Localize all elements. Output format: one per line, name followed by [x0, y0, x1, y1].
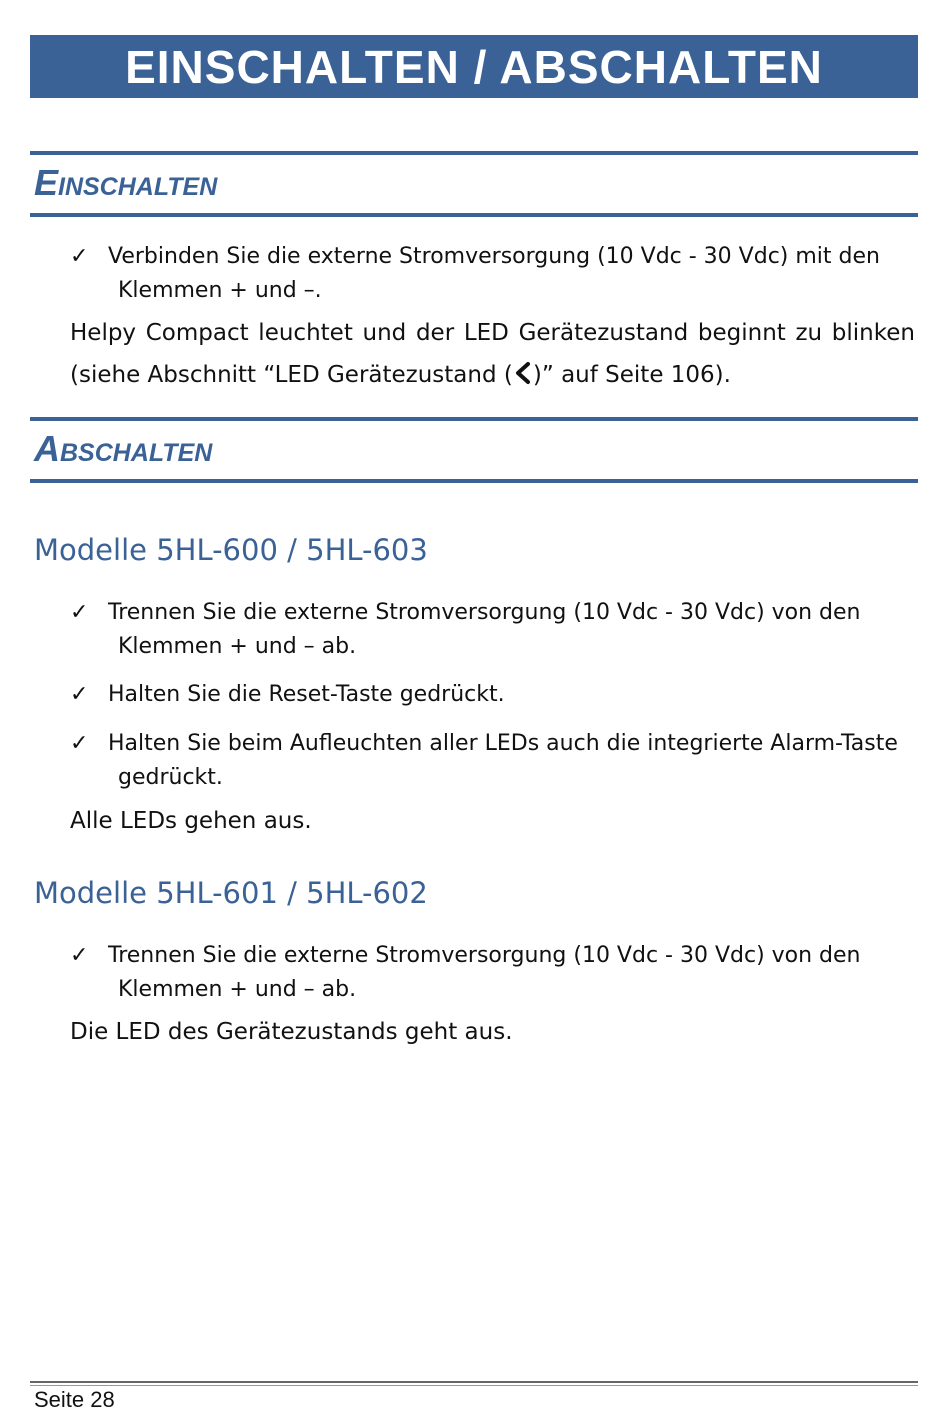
section-header-einschalten: [30, 151, 918, 217]
section-heading: Abschalten: [34, 428, 213, 469]
list-item: [70, 727, 900, 795]
footer-divider: [30, 1381, 918, 1383]
list-item: [70, 939, 900, 1007]
list-item: [70, 240, 900, 308]
page-title: EINSCHALTEN / ABSCHALTEN: [30, 35, 918, 98]
result-text: Helpy Compact leuchtet und der LED Gerätezustand beginnt zu blinken (siehe Abschnitt “LED Gerätezustand (: [70, 320, 915, 388]
subheading-model-b: Modelle 5HL-601 / 5HL-602: [34, 876, 428, 910]
step-text: Halten Sie beim Aufleuchten aller LEDs auch die integrierte Alarm-Taste: [108, 731, 898, 756]
list-item: [70, 678, 900, 712]
step-text: Trennen Sie die externe Stromversorgung (10 Vdc - 30 Vdc) von den: [108, 943, 861, 968]
step-text: Verbinden Sie die externe Stromversorgung (10 Vdc - 30 Vdc) mit den: [108, 244, 880, 269]
step-text-cont: Klemmen + und – ab.: [118, 634, 357, 659]
subheading-model-a: Modelle 5HL-600 / 5HL-603: [34, 533, 428, 567]
checkmark-icon: ✓: [70, 600, 89, 625]
section-header-abschalten: [30, 417, 918, 483]
footer-divider: [30, 1385, 918, 1386]
result-paragraph: Die LED des Gerätezustands geht aus.: [70, 1019, 513, 1045]
list-item: [70, 596, 900, 664]
checkmark-icon: ✓: [70, 943, 89, 968]
checkmark-icon: ✓: [70, 682, 89, 707]
step-text-cont: Klemmen + und –.: [118, 278, 322, 303]
result-paragraph: Alle LEDs gehen aus.: [70, 808, 312, 834]
step-text: Trennen Sie die externe Stromversorgung (10 Vdc - 30 Vdc) von den: [108, 600, 861, 625]
section-heading: Einschalten: [34, 162, 218, 203]
result-text-end: )” auf Seite 106).: [532, 362, 731, 388]
page-number: Seite 28: [34, 1387, 115, 1412]
result-paragraph: [70, 312, 915, 396]
step-text: Halten Sie die Reset-Taste gedrückt.: [108, 682, 505, 707]
step-text-cont: gedrückt.: [118, 765, 223, 790]
step-text-cont: Klemmen + und – ab.: [118, 977, 357, 1002]
chevron-left-icon: [513, 361, 533, 385]
checkmark-icon: ✓: [70, 731, 89, 756]
checkmark-icon: ✓: [70, 244, 89, 269]
